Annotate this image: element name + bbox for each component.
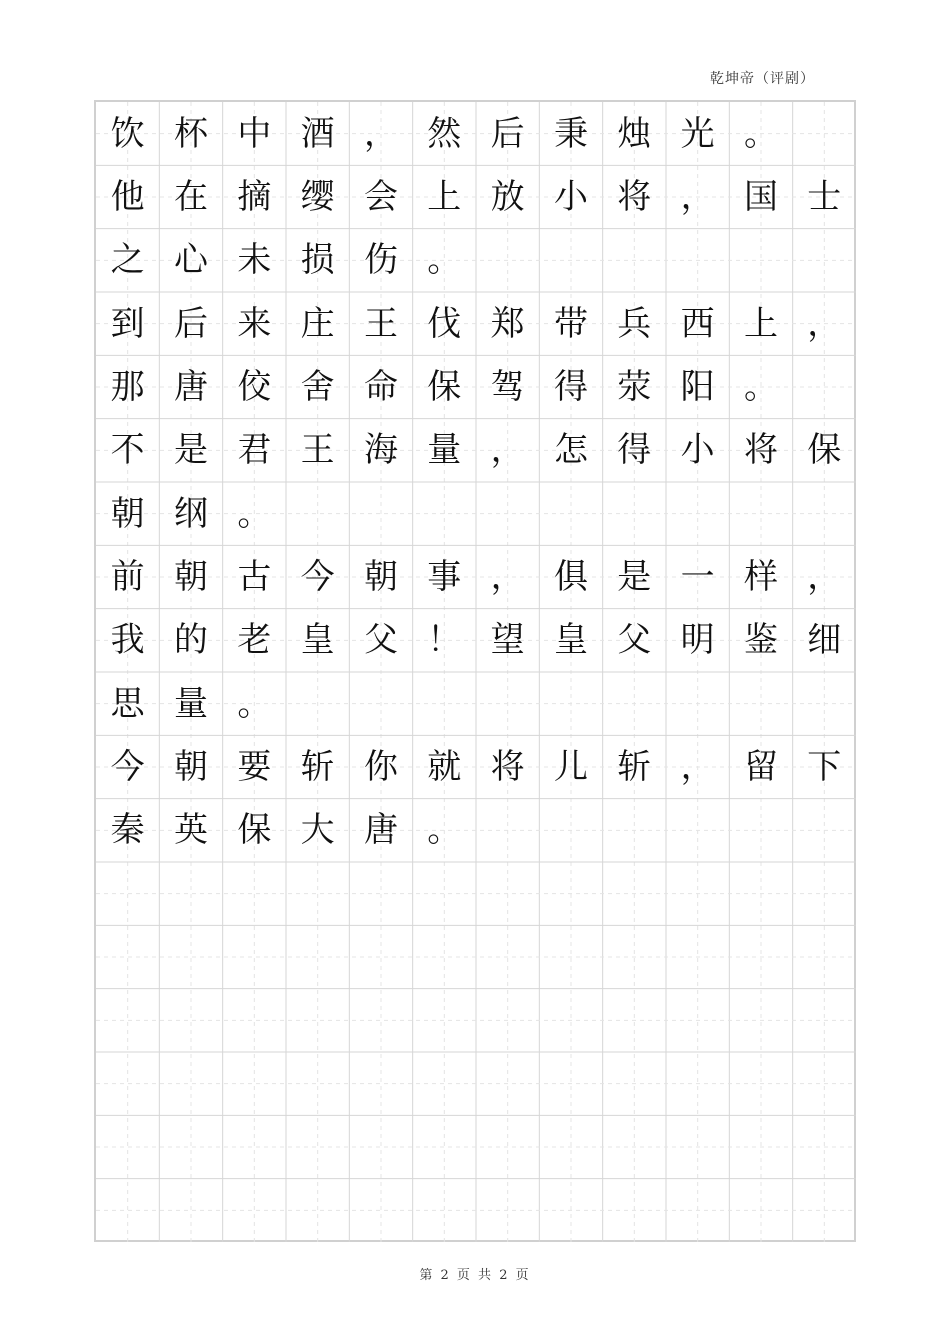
grid-cell	[729, 1115, 792, 1178]
grid-cell: 儿	[553, 746, 588, 787]
grid-row	[96, 165, 856, 228]
grid-cell: 损	[300, 240, 335, 281]
grid-cell	[96, 1052, 159, 1115]
grid-cell	[413, 672, 476, 735]
grid-cell	[729, 1179, 792, 1242]
grid-row	[96, 482, 856, 545]
grid-cell	[413, 1052, 476, 1115]
writing-grid-sheet	[94, 100, 856, 1242]
grid-cell	[793, 799, 856, 862]
grid-cell	[413, 482, 476, 545]
grid-cell: 望	[490, 620, 525, 661]
grid-cell	[349, 1179, 412, 1242]
grid-cell: 郑	[490, 303, 525, 344]
grid-row	[96, 292, 856, 355]
grid-cell	[793, 989, 856, 1052]
grid-cell	[159, 925, 222, 988]
grid-cell	[539, 1179, 602, 1242]
grid-cell	[539, 925, 602, 988]
grid-cell: 伐	[427, 303, 462, 344]
grid-cell	[666, 862, 729, 925]
grid-cell	[349, 1115, 412, 1178]
grid-cell: 得	[617, 430, 652, 471]
grid-cell: 后	[173, 303, 208, 344]
grid-cell	[539, 1052, 602, 1115]
grid-cell: 俱	[553, 556, 588, 597]
grid-cell	[159, 989, 222, 1052]
grid-cell: 斩	[617, 746, 652, 787]
grid-cell: 放	[490, 176, 525, 217]
grid-cell	[476, 862, 539, 925]
grid-cell: 。	[237, 683, 272, 724]
grid-row	[96, 989, 856, 1052]
grid-cell: 纲	[173, 493, 208, 534]
grid-cell	[349, 672, 412, 735]
grid-cell	[476, 482, 539, 545]
grid-cell: 西	[680, 303, 715, 344]
grid-cell	[729, 989, 792, 1052]
grid-cell	[539, 989, 602, 1052]
grid-cell: 后	[490, 113, 525, 154]
grid-cell: 得	[553, 366, 588, 407]
grid-cell	[603, 229, 666, 292]
grid-cell	[349, 482, 412, 545]
grid-row	[96, 609, 856, 672]
grid-cell: ！	[427, 620, 462, 661]
grid-cell	[793, 1179, 856, 1242]
grid-cell	[159, 1052, 222, 1115]
grid-cell: 。	[743, 113, 778, 154]
grid-cell	[793, 355, 856, 418]
grid-cell	[666, 1052, 729, 1115]
grid-cell: 斩	[300, 746, 335, 787]
grid-cell	[666, 989, 729, 1052]
grid-cell: 父	[363, 620, 398, 661]
grid-cell: 今	[300, 556, 335, 597]
grid-row	[96, 1115, 856, 1178]
grid-cell: 将	[617, 176, 652, 217]
grid-cell: 王	[300, 430, 335, 471]
grid-row	[96, 1052, 856, 1115]
grid-cell	[603, 672, 666, 735]
grid-cell	[793, 482, 856, 545]
grid-row	[96, 925, 856, 988]
grid-cell: 。	[427, 240, 462, 281]
grid-cell: 保	[427, 366, 462, 407]
grid-cell	[223, 1052, 286, 1115]
grid-cell: 保	[807, 430, 842, 471]
grid-row	[96, 355, 856, 418]
grid-cell	[286, 925, 349, 988]
grid-cell	[729, 925, 792, 988]
grid-cell: 上	[427, 176, 462, 217]
page-number: 第 2 页 共 2 页	[419, 1268, 531, 1283]
grid-cell: 秉	[553, 113, 588, 154]
grid-cell: 上	[743, 303, 778, 344]
grid-cell: 秦	[110, 810, 145, 851]
grid-cell: 留	[743, 746, 778, 787]
grid-cell: 驾	[490, 366, 525, 407]
grid-cell	[603, 799, 666, 862]
grid-cell: 庄	[300, 303, 335, 344]
grid-cell: 朝	[363, 556, 398, 597]
grid-cell: 。	[743, 366, 778, 407]
grid-cell: 光	[680, 113, 715, 154]
grid-row	[96, 419, 856, 482]
grid-cell	[666, 482, 729, 545]
grid-cell: 小	[553, 176, 588, 217]
grid-cell	[793, 1115, 856, 1178]
grid-row	[96, 862, 856, 925]
grid-cell: 海	[363, 430, 398, 471]
grid-cell: 杯	[173, 113, 208, 154]
grid-cell	[223, 989, 286, 1052]
grid-cell: ，	[363, 113, 398, 154]
grid-cell: ，	[490, 430, 525, 471]
grid-cell	[159, 1179, 222, 1242]
grid-cell	[729, 799, 792, 862]
grid-cell: 将	[490, 746, 525, 787]
grid-cell: 中	[237, 113, 272, 154]
grid-cell: 酒	[300, 113, 335, 154]
grid-cell	[476, 799, 539, 862]
grid-row	[96, 545, 856, 608]
grid-row	[96, 672, 856, 735]
grid-cell	[223, 1115, 286, 1178]
grid-cell: 我	[110, 620, 145, 661]
grid-cell: 士	[807, 176, 842, 217]
grid-cell	[666, 1179, 729, 1242]
grid-cell: 怎	[553, 430, 588, 471]
grid-cell: ，	[680, 176, 715, 217]
grid-cell: 今	[110, 746, 145, 787]
grid-cell	[539, 482, 602, 545]
grid-row	[96, 229, 856, 292]
grid-cell	[729, 229, 792, 292]
grid-cell: 朝	[173, 746, 208, 787]
grid-cell: 不	[110, 430, 145, 471]
grid-cell	[349, 989, 412, 1052]
grid-cell: 前	[110, 556, 145, 597]
grid-row	[96, 1179, 856, 1242]
grid-cell: 量	[427, 430, 462, 471]
grid-cell	[666, 799, 729, 862]
grid-cell: 然	[427, 113, 462, 154]
grid-cell	[286, 482, 349, 545]
grid-row	[96, 799, 856, 862]
grid-cell: 皇	[300, 620, 335, 661]
grid-cell	[539, 799, 602, 862]
grid-cell	[413, 1115, 476, 1178]
grid-cell	[539, 1115, 602, 1178]
grid-cell: 小	[680, 430, 715, 471]
grid-cell	[793, 862, 856, 925]
grid-cell: ，	[680, 746, 715, 787]
grid-cell	[286, 1115, 349, 1178]
grid-cell	[603, 862, 666, 925]
grid-cell: 那	[110, 366, 145, 407]
grid-cell	[603, 1115, 666, 1178]
grid-cell	[793, 672, 856, 735]
grid-cell: 饮	[110, 113, 145, 154]
grid-cell	[603, 482, 666, 545]
grid-cell: 在	[173, 176, 208, 217]
grid-cell: 是	[617, 556, 652, 597]
grid-cell: 样	[743, 556, 778, 597]
grid-cell: 唐	[173, 366, 208, 407]
grid-cell: 荥	[617, 366, 652, 407]
grid-cell	[413, 862, 476, 925]
grid-cell	[793, 229, 856, 292]
grid-cell	[476, 1179, 539, 1242]
grid-cell	[539, 672, 602, 735]
grid-cell	[286, 1179, 349, 1242]
grid-cell: ，	[807, 556, 842, 597]
grid-cell	[286, 862, 349, 925]
grid-cell: 未	[237, 240, 272, 281]
grid-cell	[603, 1179, 666, 1242]
grid-cell: 阳	[680, 366, 715, 407]
grid-cell: 英	[173, 810, 208, 851]
grid-cell: 就	[427, 746, 462, 787]
grid-cell	[349, 1052, 412, 1115]
grid-cell	[603, 925, 666, 988]
grid-cell: 细	[807, 620, 842, 661]
grid-cell: 。	[427, 810, 462, 851]
grid-cell: 摘	[237, 176, 272, 217]
grid-cell: 佼	[237, 366, 272, 407]
grid-cell	[729, 1052, 792, 1115]
grid-cell	[666, 672, 729, 735]
grid-cell	[666, 1115, 729, 1178]
grid-cell	[159, 1115, 222, 1178]
grid-cell: 古	[237, 556, 272, 597]
document-title: 乾坤帝（评剧）	[710, 71, 815, 87]
grid-cell: 量	[173, 683, 208, 724]
grid-cell: 烛	[617, 113, 652, 154]
grid-cell: 要	[237, 746, 272, 787]
grid-cell: 到	[110, 303, 145, 344]
grid-rows	[96, 102, 856, 1242]
grid-cell: 大	[300, 810, 335, 851]
grid-cell	[223, 925, 286, 988]
grid-cell	[539, 229, 602, 292]
grid-cell: 下	[807, 746, 842, 787]
grid-cell	[476, 1115, 539, 1178]
grid-cell: ，	[490, 556, 525, 597]
grid-cell: 你	[363, 746, 398, 787]
grid-cell: ，	[807, 303, 842, 344]
grid-cell: 鉴	[743, 620, 778, 661]
grid-cell: 保	[237, 810, 272, 851]
grid-cell: 来	[237, 303, 272, 344]
grid-cell: 舍	[300, 366, 335, 407]
grid-cell: 朝	[110, 493, 145, 534]
grid-cell	[476, 1052, 539, 1115]
grid-cell	[413, 989, 476, 1052]
grid-cell: 。	[237, 493, 272, 534]
grid-cell	[793, 925, 856, 988]
grid-cell: 缨	[300, 176, 335, 217]
grid-cell	[603, 1052, 666, 1115]
grid-cell	[286, 989, 349, 1052]
grid-cell: 一	[680, 556, 715, 597]
grid-row	[96, 735, 856, 798]
grid-cell	[729, 862, 792, 925]
grid-cell: 之	[110, 240, 145, 281]
grid-cell	[793, 102, 856, 165]
grid-cell	[96, 862, 159, 925]
grid-cell	[476, 925, 539, 988]
grid-cell: 王	[363, 303, 398, 344]
grid-cell: 带	[553, 303, 588, 344]
grid-cell: 的	[173, 620, 208, 661]
grid-cell	[286, 1052, 349, 1115]
grid-cell: 是	[173, 430, 208, 471]
grid-cell: 将	[743, 430, 778, 471]
grid-cell: 命	[363, 366, 398, 407]
grid-cell: 国	[743, 176, 778, 217]
grid-cell	[666, 925, 729, 988]
grid-cell	[413, 925, 476, 988]
grid-cell	[159, 862, 222, 925]
grid-cell: 明	[680, 620, 715, 661]
grid-cell: 君	[237, 430, 272, 471]
grid-cell	[413, 1179, 476, 1242]
grid-cell: 老	[237, 620, 272, 661]
grid-cell	[96, 989, 159, 1052]
grid-cell: 思	[110, 683, 145, 724]
grid-cell	[223, 862, 286, 925]
grid-cell: 唐	[363, 810, 398, 851]
grid-cell	[286, 672, 349, 735]
grid-row	[96, 102, 856, 165]
grid-cell: 皇	[553, 620, 588, 661]
grid-cell: 事	[427, 556, 462, 597]
grid-cell	[96, 1179, 159, 1242]
grid-cell: 父	[617, 620, 652, 661]
grid-cell	[539, 862, 602, 925]
grid-cell	[729, 672, 792, 735]
grid-cell: 朝	[173, 556, 208, 597]
grid-cell	[603, 989, 666, 1052]
grid-cell: 会	[363, 176, 398, 217]
grid-cell	[793, 1052, 856, 1115]
grid-cell	[96, 925, 159, 988]
grid-cell: 他	[110, 176, 145, 217]
grid-cell	[349, 862, 412, 925]
grid-cell	[476, 672, 539, 735]
grid-cell	[96, 1115, 159, 1178]
grid-cell	[729, 482, 792, 545]
grid-cell	[476, 229, 539, 292]
grid-cell: 伤	[363, 240, 398, 281]
grid-cell	[666, 229, 729, 292]
grid-cell: 心	[173, 240, 208, 281]
grid-cell	[223, 1179, 286, 1242]
grid-cell	[476, 989, 539, 1052]
grid-cell: 兵	[617, 303, 652, 344]
grid-cell	[349, 925, 412, 988]
